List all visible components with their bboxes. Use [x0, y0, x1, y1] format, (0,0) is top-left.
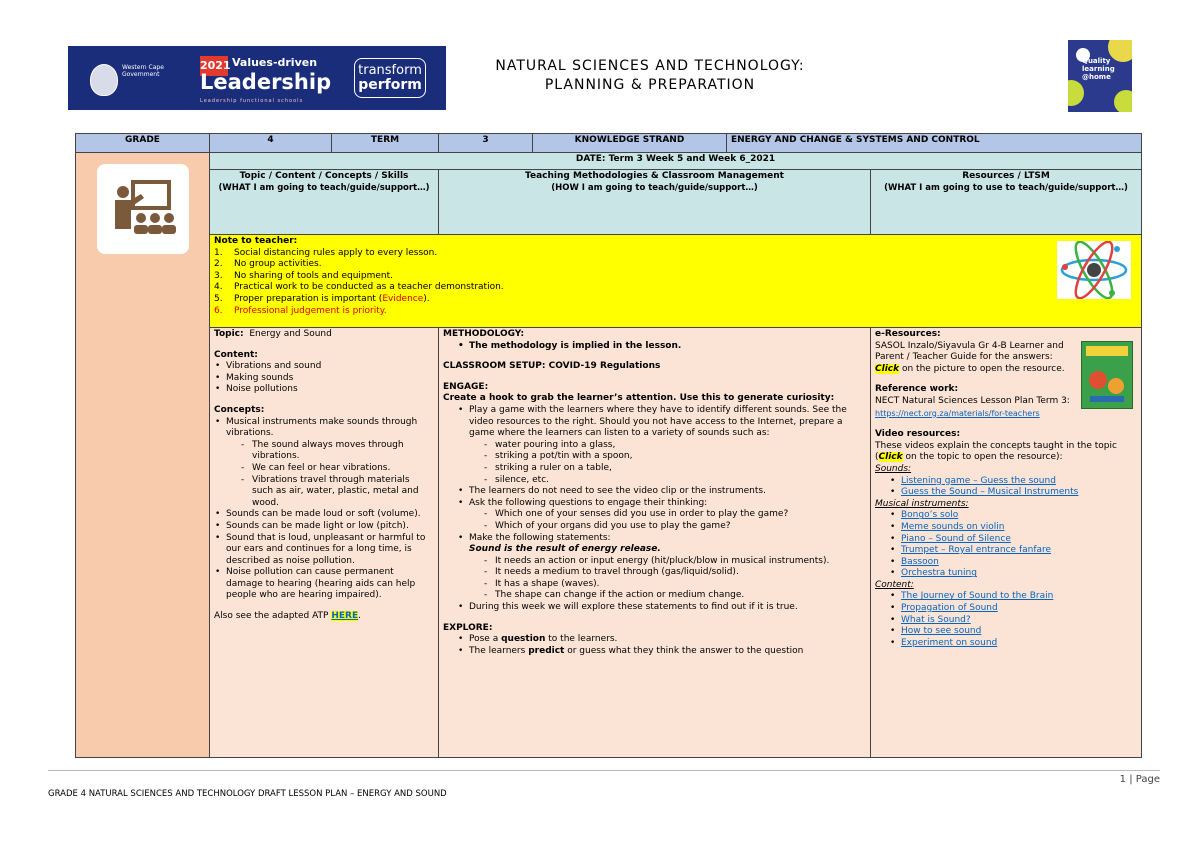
term-label: TERM: [332, 134, 439, 153]
col2-header: [439, 170, 871, 235]
atom-icon: [1057, 241, 1131, 299]
footer-text: GRADE 4 NATURAL SCIENCES AND TECHNOLOGY DRAFT LESSON PLAN – ENERGY AND SOUND: [48, 789, 447, 799]
list-item: [901, 510, 1137, 522]
list-item: [901, 476, 1137, 488]
title-line-1: NATURAL SCIENCES AND TECHNOLOGY:: [495, 58, 805, 74]
list-item: [901, 534, 1137, 546]
book-cover-image[interactable]: [1081, 341, 1133, 409]
note-title: Note to teacher:: [214, 236, 298, 246]
col3-title: Resources / LTSM: [962, 171, 1050, 181]
sounds-label: Sounds:: [875, 463, 912, 474]
list-item: • Pose a question to the learners.: [469, 634, 866, 646]
resources-cell: [871, 328, 1142, 758]
logo-wcg-text: Western Cape Government: [122, 64, 164, 78]
logo-leadership: Leadership: [200, 70, 332, 94]
note-item: 4. Practical work to be conducted as a teacher demonstration.: [214, 282, 504, 293]
list-item: • Sounds can be made light or low (pitch).: [226, 521, 426, 533]
eresources-text: SASOL Inzalo/Siyavula Gr 4-B Learner and Parent / Teacher Guide for the answers: Click on the picture to open the resource.: [875, 340, 1065, 374]
explore-label: EXPLORE:: [443, 622, 493, 633]
logo-values: Values-driven: [232, 56, 318, 69]
list-item: [901, 568, 1137, 580]
list-item: - Vibrations travel through materials such as air, water, plastic, metal and wood.: [252, 475, 426, 510]
methodology-cell: [439, 328, 871, 758]
list-item: - It has a shape (waves).: [495, 579, 866, 591]
list-item: [901, 557, 1137, 569]
lesson-plan-table: [75, 133, 1142, 758]
engage-list: [443, 405, 866, 614]
col1-header: [210, 170, 439, 235]
video-link[interactable]: Orchestra tuning: [901, 568, 977, 579]
list-item: - Which one of your senses did you use in order to play the game?: [495, 509, 866, 521]
engage-label: ENGAGE:: [443, 381, 489, 392]
list-item: [901, 626, 1137, 638]
note-item: 6. Professional judgement is priority.: [214, 305, 387, 316]
footer-divider: [48, 770, 1160, 771]
video-link[interactable]: Trumpet – Royal entrance fanfare: [901, 545, 1052, 556]
content-list: [214, 361, 434, 396]
atp-link[interactable]: HERE: [331, 611, 359, 622]
col3-header: [871, 170, 1142, 235]
list-item: • The methodology is implied in the lesson.: [469, 341, 866, 353]
grade-label: GRADE: [76, 134, 210, 153]
concepts-label: Concepts:: [214, 404, 265, 415]
list-item: • Sound that is loud, unpleasant or harmful to our ears and continues for a long time, is described as noise pollution.: [226, 533, 426, 568]
leadership-logo-banner: [68, 46, 446, 110]
list-item: • Ask the following questions to engage their thinking: - Which one of your senses did you use in order to play the game? - Which of your organs did you use to play the game?: [469, 498, 866, 533]
video-link[interactable]: Experiment on sound: [901, 637, 998, 648]
list-item: - Which of your organs did you use to play the game?: [495, 521, 866, 533]
note-cell: [210, 235, 1142, 328]
logo-tp1: transform: [358, 63, 422, 78]
click-label: Click: [878, 452, 903, 463]
wcg-crest-icon: [90, 64, 118, 96]
logo-tagline: Leadership functional schools: [200, 98, 304, 104]
atp-line: Also see the adapted ATP HERE.: [214, 611, 361, 622]
list-item: [901, 615, 1137, 627]
concepts-list: [214, 417, 434, 603]
note-item: 5. Proper preparation is important (Evidence).: [214, 293, 430, 304]
video-link[interactable]: How to see sound: [901, 626, 982, 637]
list-item: - The sound always moves through vibrations.: [252, 440, 426, 463]
logo-tp2: perform: [358, 77, 422, 93]
video-link[interactable]: Piano – Sound of Silence: [901, 533, 1011, 544]
list-item: • Make the following statements: Sound is the result of energy release. - It needs an action or input energy (hit/pluck/blow in musical instruments). - It needs a medium to travel through (gas/liquid/solid). - It has a shape (waves). - The shape can change if the action or medium change.: [469, 533, 866, 603]
list-item: - It needs a medium to travel through (gas/liquid/solid).: [495, 567, 866, 579]
strand-value: ENERGY AND CHANGE & SYSTEMS AND CONTROL: [727, 134, 1142, 153]
list-item: • The learners predict or guess what they think the answer to the question: [469, 646, 866, 658]
topic-line: Topic: Energy and Sound: [214, 329, 332, 339]
teachers-side-cell: [76, 153, 210, 758]
engage-intro: Create a hook to grab the learner’s attention. Use this to generate curiosity:: [443, 393, 835, 404]
list-item: - The shape can change if the action or medium change.: [495, 590, 866, 602]
reference-text: NECT Natural Sciences Lesson Plan Term 3:: [875, 395, 1070, 406]
content-videos-label: Content:: [875, 579, 914, 590]
col2-title: Teaching Methodologies & Classroom Management: [525, 171, 784, 181]
list-item: [901, 522, 1137, 534]
transform-perform-logo: [354, 58, 426, 98]
list-item: - silence, etc.: [495, 475, 866, 487]
badge-dot: [1068, 80, 1084, 106]
list-item: - It needs an action or input energy (hit/pluck/blow in musical instruments).: [495, 556, 866, 568]
list-item: • During this week we will explore these statements to find out if it is true.: [469, 602, 866, 614]
list-item: [901, 545, 1137, 557]
term-value: 3: [439, 134, 533, 153]
video-link[interactable]: Propagation of Sound: [901, 603, 998, 614]
grade-value: 4: [210, 134, 332, 153]
note-item: 1. Social distancing rules apply to every lesson.: [214, 247, 438, 258]
list-item: - water pouring into a glass,: [495, 440, 866, 452]
date-cell: DATE: Term 3 Week 5 and Week 6_2021: [210, 153, 1142, 170]
list-item: [901, 603, 1137, 615]
column-header-row: [76, 170, 1142, 235]
header-row: [76, 134, 1142, 153]
list-item: • Play a game with the learners where they have to identify different sounds. See the video resources to the right. Should you not have access to the Internet, prepare a game where the learners can listen to a variety of sounds such as: - water pouring into a glass, - striking a pot/tin with a spoon, - striking a ruler on a table, - silence, etc.: [469, 405, 866, 486]
note-row: [76, 235, 1142, 328]
date-row: [76, 153, 1142, 170]
teacher-classroom-icon: [97, 164, 189, 254]
list-item: - We can feel or hear vibrations.: [252, 463, 426, 475]
click-label: Click: [875, 363, 900, 374]
page-number: 1 | Page: [1119, 774, 1160, 785]
video-link[interactable]: What is Sound?: [901, 614, 971, 625]
instruments-label: Musical instruments:: [875, 498, 969, 509]
list-item: - striking a pot/tin with a spoon,: [495, 451, 866, 463]
list-item: • Vibrations and sound: [226, 361, 434, 373]
col2-subtitle: (HOW I am going to teach/guide/support…): [551, 182, 758, 193]
list-item: [901, 487, 1137, 499]
methodology-label: METHODOLOGY:: [443, 329, 525, 339]
lesson-body-row: [76, 328, 1142, 758]
video-link[interactable]: Bassoon: [901, 556, 939, 567]
energy-statement: Sound is the result of energy release.: [469, 544, 661, 555]
page-title: [450, 57, 850, 95]
note-item: 3. No sharing of tools and equipment.: [214, 270, 394, 281]
col1-title: Topic / Content / Concepts / Skills: [239, 171, 409, 181]
list-item: [901, 591, 1137, 603]
video-link[interactable]: Guess the Sound – Musical Instruments: [901, 487, 1079, 498]
eresources-label: e-Resources:: [875, 329, 941, 339]
video-label: Video resources:: [875, 429, 961, 440]
reference-link[interactable]: https://nect.org.za/materials/for-teachers: [875, 408, 1040, 418]
video-text: These videos explain the concepts taught in the topic (Click on the topic to open the resource):: [875, 440, 1117, 463]
title-line-2: PLANNING & PREPARATION: [544, 77, 756, 93]
logo-year: 2021: [200, 56, 228, 76]
video-link[interactable]: Bongo’s solo: [901, 510, 959, 521]
list-item: • Making sounds: [226, 373, 434, 385]
quality-learning-badge: [1068, 40, 1132, 112]
col3-subtitle: (WHAT I am going to use to teach/guide/support…): [884, 182, 1128, 193]
badge-dot: [1114, 90, 1132, 112]
strand-label: KNOWLEDGE STRAND: [533, 134, 727, 153]
list-item: • The learners do not need to see the video clip or the instruments.: [469, 486, 866, 498]
content-label: Content:: [214, 349, 258, 360]
list-item: [901, 638, 1137, 650]
list-item: • Noise pollution can cause permanent damage to hearing (hearing aids can help people who are hearing impaired).: [226, 567, 426, 602]
classroom-setup: CLASSROOM SETUP: COVID-19 Regulations: [443, 361, 661, 372]
list-item: • Musical instruments make sounds through vibrations. - The sound always moves through vibrations. - We can feel or hear vibrations. - Vibrations travel through materials such as air, water, plastic, metal and wood.: [226, 417, 426, 510]
topic-content-cell: [210, 328, 439, 758]
reference-label: Reference work:: [875, 384, 959, 395]
list-item: - striking a ruler on a table,: [495, 463, 866, 475]
col1-subtitle: (WHAT I am going to teach/guide/support…): [218, 182, 430, 193]
badge-text: Quality learning @home: [1082, 57, 1115, 81]
video-link[interactable]: Meme sounds on violin: [901, 521, 1005, 532]
evidence-text: Evidence: [382, 293, 424, 304]
video-link[interactable]: The Journey of Sound to the Brain: [901, 591, 1054, 602]
list-item: • Noise pollutions: [226, 384, 434, 396]
video-link[interactable]: Listening game – Guess the sound: [901, 475, 1056, 486]
note-item: 2. No group activities.: [214, 259, 322, 270]
list-item: • Sounds can be made loud or soft (volume).: [226, 509, 426, 521]
